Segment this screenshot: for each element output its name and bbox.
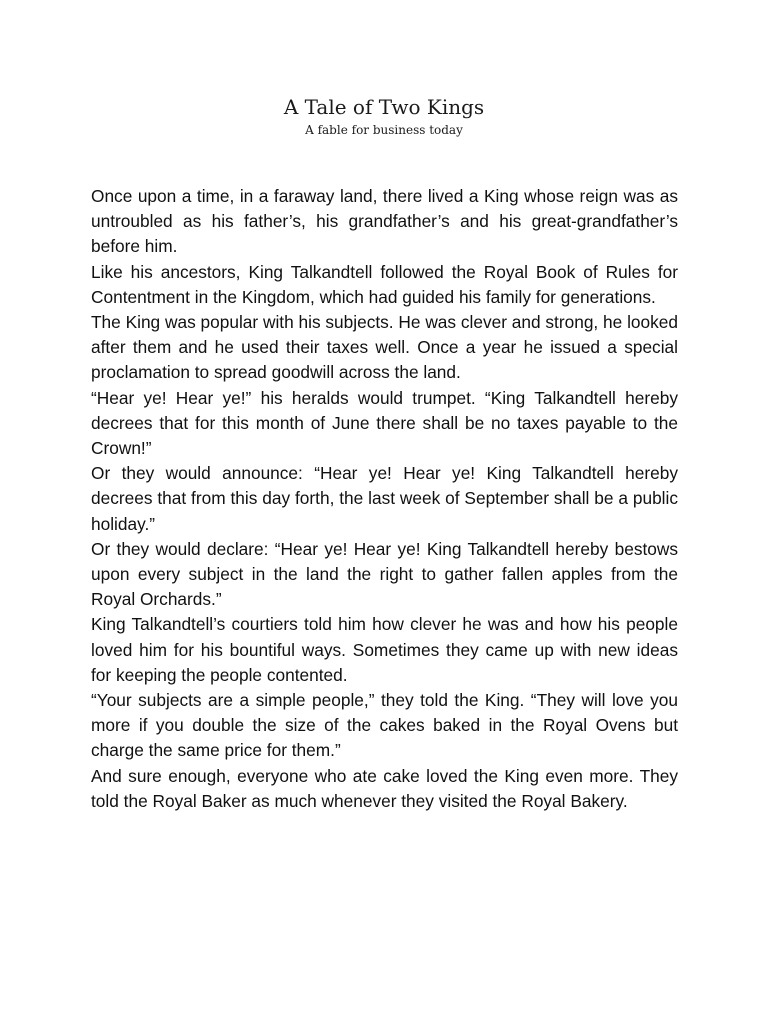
paragraph: The King was popular with his subjects. He was clever and strong, he looked after them and he used their taxes well. Once a year he issued a special proclamation to spread goodwill across the land. xyxy=(91,312,678,383)
paragraph: Or they would announce: “Hear ye! Hear ye! King Talkandtell hereby decrees that from this day forth, the last week of September shall be a public holiday.” xyxy=(91,463,678,534)
paragraph: Like his ancestors, King Talkandtell followed the Royal Book of Rules for Contentment in the Kingdom, which had guided his family for generations. xyxy=(91,261,678,307)
paragraph: Once upon a time, in a faraway land, there lived a King whose reign was as untroubled as his father’s, his grandfather’s and his great-grandfather’s before him. xyxy=(91,186,678,257)
paragraph: “Hear ye! Hear ye!” his heralds would trumpet. “King Talkandtell hereby decrees that for this month of June there shall be no taxes payable to the Crown!” xyxy=(91,387,678,459)
paragraph: And sure enough, everyone who ate cake loved the King even more. They told the Royal Baker as much whenever they visited the Royal Bakery. xyxy=(91,765,678,811)
paragraph: Or they would declare: “Hear ye! Hear ye! King Talkandtell hereby bestows upon every subject in the land the right to gather fallen apples from the Royal Orchards.” xyxy=(91,538,678,610)
paragraph: “Your subjects are a simple people,” they told the King. “They will love you more if you double the size of the cakes baked in the Royal Ovens but charge the same price for them.” xyxy=(91,690,678,761)
document-title: A Tale of Two Kings xyxy=(283,95,485,119)
document-body xyxy=(91,184,678,814)
paragraph: King Talkandtell’s courtiers told him how clever he was and how his people loved him for his bountiful ways. Sometimes they came up with new ideas for keeping the people contented. xyxy=(91,614,678,685)
document-subtitle: A fable for business today xyxy=(305,123,463,137)
